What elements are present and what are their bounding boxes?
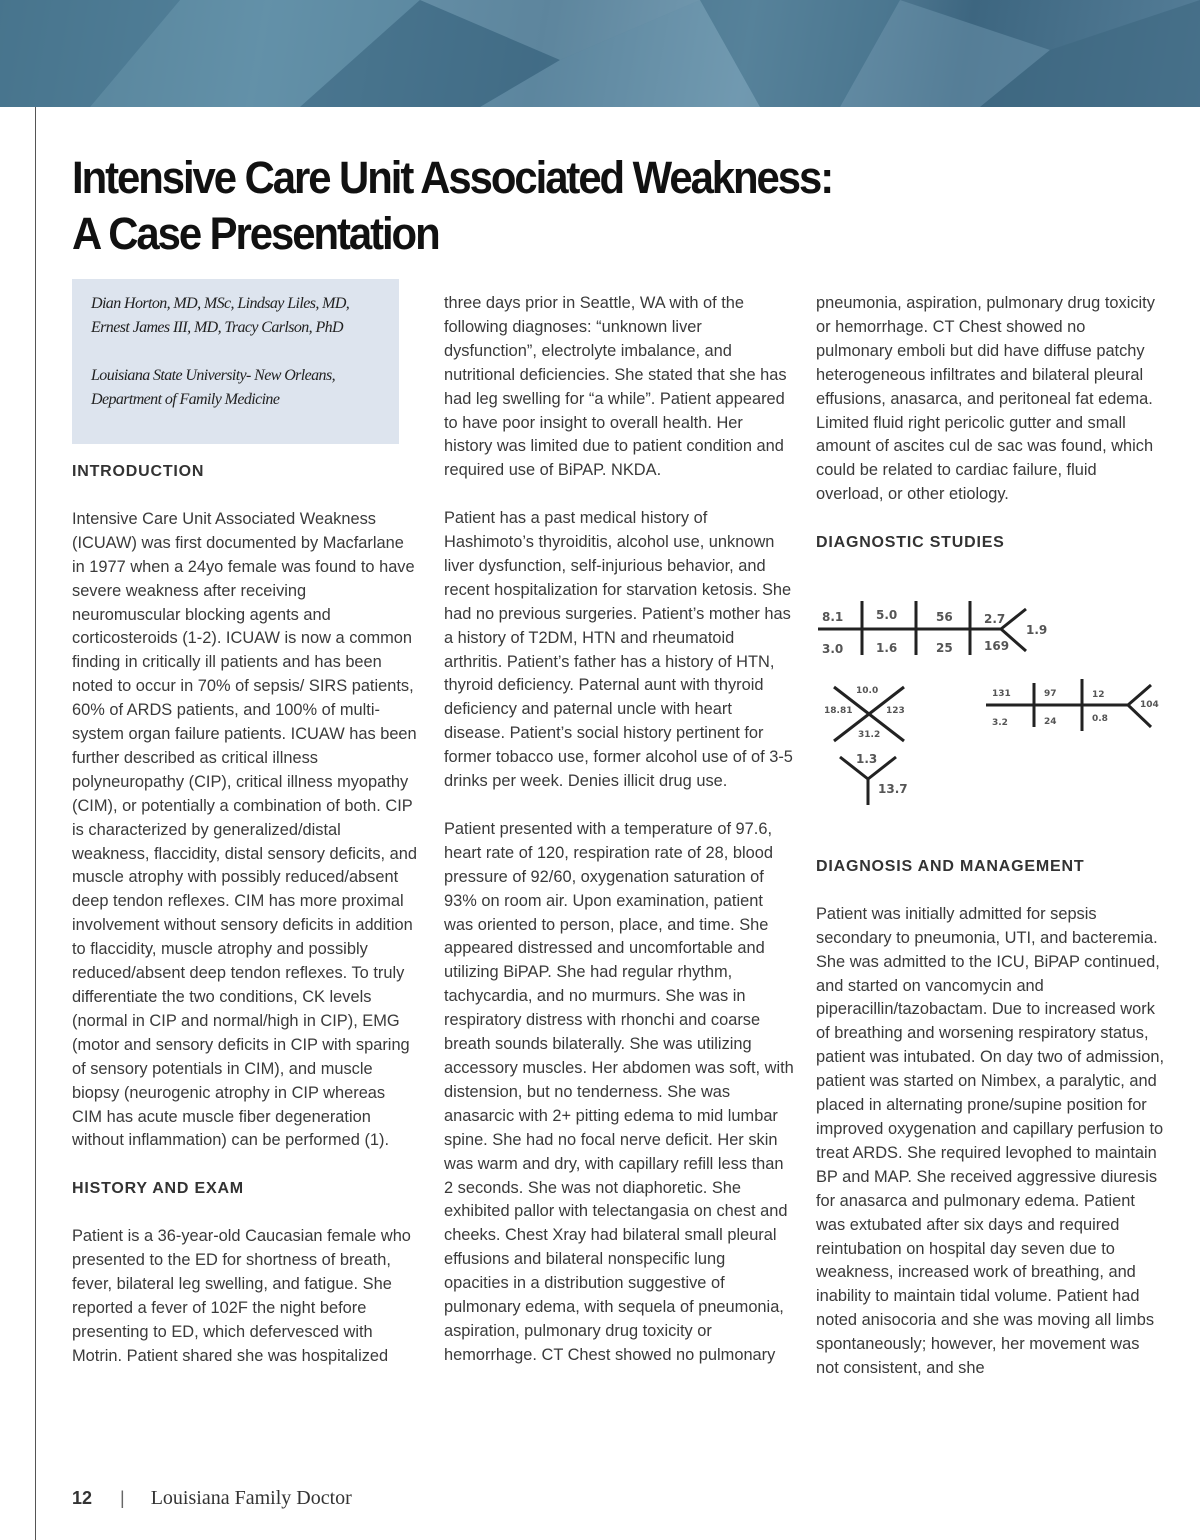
bmp-top-1: 131: [992, 688, 1011, 699]
y-bottom: 13.7: [878, 781, 908, 796]
bmp-top-3: 12: [1092, 689, 1105, 700]
bmp-bottom-3: 0.8: [1092, 713, 1108, 724]
author-box: [72, 279, 399, 444]
fb1-top-1: 8.1: [822, 609, 844, 624]
column-2: [444, 292, 794, 1368]
fb1-tail: 1.9: [1026, 622, 1048, 637]
fb1-bottom-1: 3.0: [822, 641, 844, 656]
history-paragraph-1-cont: three days prior in Seattle, WA with of the following diagnoses: “unknown liver dysfunction”, electrolyte imbalance, and nutritional deficiencies. She stated that she has had leg swelling for “a while”. Patient appeared to have poor insight to overall health. Her history was limited due to patient condition and required use of BiPAP. NKDA.: [444, 294, 787, 480]
history-paragraph-1: Patient is a 36-year-old Caucasian female who presented to the ED for shortness of breath, fever, bilateral leg swelling, and fatigue. She reported a fever of 102F the night before presenting to ED, which defervesced with Motrin. Patient shared she was hospitalized: [72, 1227, 411, 1365]
lab-diagrams-svg: [816, 579, 1166, 819]
column-1: [72, 460, 417, 1368]
author-line-1: Dian Horton, MD, MSc, Lindsay Liles, MD,: [91, 295, 350, 312]
affiliation-line-1: Louisiana State University- New Orleans,: [91, 367, 335, 384]
column-3: [816, 292, 1166, 1381]
footer-separator: |: [120, 1487, 125, 1508]
history-paragraph-3-cont: pneumonia, aspiration, pulmonary drug toxicity or hemorrhage. CT Chest showed no pulmonary emboli but did have diffuse patchy heterogeneous infiltrates and bilateral pleural effusions, anasarca, and peritoneal fat edema. Limited fluid right pericolic gutter and small amount of ascites cul de sac was found, which could be related to cardiac failure, fluid overload, or other etiology.: [816, 294, 1155, 504]
fb1-bottom-3: 25: [936, 640, 953, 655]
bmp-bottom-2: 24: [1044, 716, 1057, 727]
fb1-top-4: 2.7: [984, 611, 1006, 626]
abg-right: 123: [886, 705, 905, 716]
title-line-2: A Case Presentation: [72, 208, 439, 259]
journal-name: Louisiana Family Doctor: [150, 1486, 352, 1509]
heading-diagnosis-management: DIAGNOSIS AND MANAGEMENT: [816, 857, 1085, 875]
fb1-bottom-2: 1.6: [876, 640, 898, 655]
management-paragraph: Patient was initially admitted for sepsis secondary to pneumonia, UTI, and bacteremia. She was admitted to the ICU, BiPAP continued, and started on vancomycin and piperacillin/tazobactam. Due to increased work of breathing and worsening respiratory status, patient was intubated. On day two of admission, patient was started on Nimbex, a paralytic, and placed in alternating prone/supine position for improved oxygenation and capillary perfusion to treat ARDS. She required levophed to maintain BP and MAP. She received aggressive diuresis for anasarca and pulmonary edema. Patient was extubated after six days and required reintubation on hospital day seven due to weakness, increased work of breathing, and inability to maintain tidal volume. Patient had noted anisocoria and she was moving all limbs spontaneously; however, her movement was not consistent, and she: [816, 904, 1165, 1378]
abg-bottom: 31.2: [858, 729, 881, 740]
author-line-2: Ernest James III, MD, Tracy Carlson, PhD: [91, 319, 343, 336]
bmp-bottom-1: 3.2: [992, 717, 1008, 728]
fb1-top-2: 5.0: [876, 607, 898, 622]
article-title: [72, 150, 1002, 262]
history-paragraph-3: Patient presented with a temperature of 97.6, heart rate of 120, respiration rate of 28, blood pressure of 92/60, oxygenation saturation of 93% on room air. Upon examination, patient was oriented to person, place, and time. She appeared distressed and uncomfortable and utilizing BiPAP. She had regular rhythm, tachycardia, and no murmurs. She was in respiratory distress with rhonchi and coarse breath sounds bilaterally. She was utilizing accessory muscles. Her abdomen was soft, with distension, but no tenderness. She was anasarcic with 2+ pitting edema to mid lumbar spine. She had no focal nerve deficit. Her skin was warm and dry, with capillary refill less than 2 seconds. She was not diaphoretic. She exhibited pallor with telectangasia on chest and cheeks. Chest Xray had bilateral small pleural effusions and bilateral nonspecific lung opacities in a distribution suggestive of pulmonary edema, with sequela of pneumonia, aspiration, pulmonary drug toxicity or hemorrhage. CT Chest showed no pulmonary: [444, 819, 794, 1364]
bmp-fishbone: [986, 679, 1151, 731]
page-number: 12: [72, 1487, 93, 1508]
intro-paragraph: Intensive Care Unit Associated Weakness (ICUAW) was first documented by Macfarlane in 1977 when a 24yo female was found to have severe weakness after receiving neuromuscular blocking agents and corticosteroids (1-2). ICUAW is now a common finding in critically ill patients and has been noted to occur in 70% of sepsis/ SIRS patients, 60% of ARDS patients, and 100% of multi-system organ failure patients. ICUAW has been further described as critical illness polyneuropathy (CIP), critical illness myopathy (CIM), or potentially a combination of both. CIP is characterized by generalized/distal weakness, flaccidity, distal sensory deficits, and muscle atrophy with possibly reduced/absent deep tendon reflexes. CIM has more proximal involvement without sensory deficits in addition to flaccidity, muscle atrophy and possibly reduced/absent deep tendon reflexes. To truly differentiate the two conditions, CK levels (normal in CIP and normal/high in CIP), EMG (motor and sensory deficits in CIP with sparing of sensory potentials in CIM), and muscle biopsy (neurogenic atrophy in CIP whereas CIM has acute muscle fiber degeneration without inflammation) can be performed (1).: [72, 509, 417, 1150]
heading-introduction: INTRODUCTION: [72, 463, 205, 480]
fb1-top-3: 56: [936, 609, 953, 624]
bmp-tail: 104: [1140, 699, 1159, 710]
banner-polygon-pattern: [0, 0, 1200, 107]
header-banner: [0, 0, 1200, 107]
left-margin-rule: [35, 107, 36, 1540]
y-top: 1.3: [856, 751, 878, 766]
fb1-bottom-4: 169: [984, 638, 1010, 653]
page-footer: [72, 1483, 352, 1513]
heading-history: HISTORY AND EXAM: [72, 1180, 244, 1198]
abg-left: 18.81: [824, 705, 853, 716]
lab-diagram-figure: [816, 579, 1166, 819]
affiliation-line-2: Department of Family Medicine: [91, 391, 280, 408]
abg-top: 10.0: [856, 685, 879, 696]
title-line-1: Intensive Care Unit Associated Weakness:: [72, 152, 833, 203]
bmp-top-2: 97: [1044, 688, 1057, 699]
heading-diagnostic-studies: DIAGNOSTIC STUDIES: [816, 534, 1005, 552]
history-paragraph-2: Patient has a past medical history of Hashimoto’s thyroiditis, alcohol use, unknown liver dysfunction, self-injurious behavior, and recent hospitalization for starvation ketosis. She had no previous surgeries. Patient’s mother has a history of T2DM, HTN and rheumatoid arthritis. Patient’s father has a history of HTN, thyroid deficiency. Paternal aunt with thyroid deficiency and paternal uncle with heart disease. Patient’s social history pertinent for former tobacco use, former alcohol use of of 3-5 drinks per week. Denies illicit drug use.: [444, 509, 793, 791]
